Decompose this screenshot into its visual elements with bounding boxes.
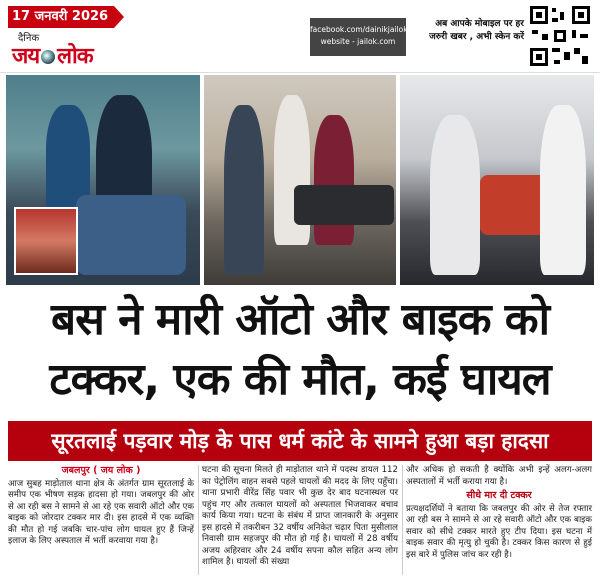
article-col3-text: प्रत्यक्षदर्शियों ने बताया कि जबलपुर की ओर से तेज रफ्तार आ रही बस ने सामने से आ रहे सवारी ऑटो और एक बाइक सवार को सीधे टक्कर मारते हुए टीप दिया। इस घटना में बाइक सवार की मृत्यु हो चुकी है। टक्कर किस कारण से हुई इस बारे में पुलिस जांच कर रही है।	[406, 503, 592, 560]
logo-prefix: दैनिक	[18, 33, 40, 44]
date-ribbon-tail	[114, 6, 124, 28]
brand-logo-right: लोक	[57, 43, 93, 69]
social-box	[310, 18, 406, 56]
photo-strip	[0, 75, 600, 285]
article-column-3	[406, 465, 592, 561]
article-column-2	[202, 465, 398, 569]
promo-line-2: जरुरी खबर , अभी स्केन करें	[429, 32, 524, 42]
issue-date: 17 जनवरी 2026	[8, 6, 114, 28]
photo-ambulance	[400, 75, 594, 285]
headline-line-2: टक्कर, एक की मौत, कई घायल	[49, 354, 551, 405]
column-divider	[198, 465, 199, 575]
article-col3-top: और अधिक हो सकती है क्योंकि अभी इन्हें अलग-अलग अस्पतालों में भर्ती कराया गया है।	[406, 465, 592, 487]
section-subhead: सीधे मार दी टक्कर	[466, 490, 532, 501]
masthead	[0, 0, 600, 73]
website-link[interactable]: website - jailok.com	[320, 37, 396, 46]
article-col1-text: आज सुबह माड़ोताल थाना क्षेत्र के अंतर्गत ग्राम सूरतलाई के समीप एक भीषण सड़क हादसा हो गया। जबलपुर की ओर से आ रही बस ने सामने से आ रहे एक सवारी ऑटो और एक बाइक को जोरदार टक्कर मार दी। इस हादसे में एक व्यक्ति की मौत हो गई जबकि चार-पांच लोग घायल हुए हैं जिन्हें इलाज के लिए अस्पताल में भर्ती करवाया गया है।	[8, 478, 194, 546]
article-col2-text: घटना की सूचना मिलते ही माड़ोताल थाने में पदस्थ डायल 112 का पेट्रोलिंग वाहन सबसे पहले घायलों की मदद के लिए पहुँचा। थाना प्रभारी वीरेंद्र सिंह पवार भी कुछ देर बाद घटनास्थल पर पहुंच गए और तत्काल घायलों को अस्पताल भिजवाकर बचाव कार्य किया गया। घटना के संबंध में प्राप्त जानकारी के अनुसार इस हादसे में तकरीबन 32 वर्षीय अनिकेत चढ़ार पिता मुसीलाल निवासी ग्राम सहजपुर की मौत हो गई है। घायलों में 28 वर्षीय अजय अहिरवार और 24 वर्षीय सपना कौल सहित अन्य लोग शामिल है। घायलों की संख्या	[202, 465, 398, 567]
brand-logo-left: जय	[12, 43, 40, 69]
photo-hospital-treatment	[6, 75, 200, 285]
facebook-link[interactable]: facebook.com/dainikjailok	[310, 25, 408, 34]
subheadline-banner: सूरतलाई पड़वार मोड़ के पास धर्म कांटे के सामने हुआ बड़ा हादसा	[8, 421, 592, 461]
photo-inset-injury	[14, 207, 78, 275]
qr-code-icon[interactable]	[528, 4, 592, 68]
brand-logo	[12, 40, 93, 70]
headline-line-1: बस ने मारी ऑटो और बाइक को	[51, 294, 549, 345]
photo-stretcher-transfer	[204, 75, 396, 285]
article-column-1	[8, 465, 194, 548]
globe-icon	[41, 50, 55, 64]
column-divider	[402, 465, 403, 575]
scan-promo	[420, 18, 524, 44]
promo-line-1: अब आपके मोबाइल पर हर	[435, 19, 524, 29]
dateline: जबलपुर ( जय लोक )	[61, 465, 141, 476]
headline	[0, 290, 600, 410]
